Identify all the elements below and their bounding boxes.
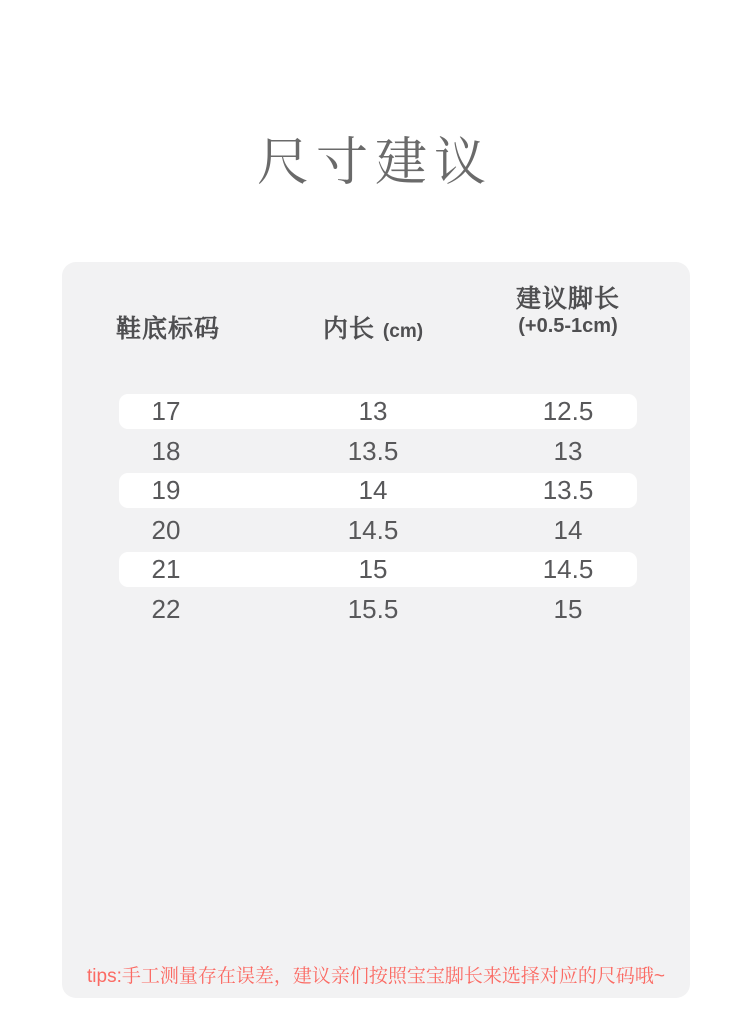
cell-foot-length: 13 <box>553 435 583 466</box>
cell-sole-size: 19 <box>151 475 181 505</box>
cell-inner-length: 14.5 <box>347 514 399 545</box>
column-header-foot-length <box>516 286 620 340</box>
column-header-inner-length <box>323 309 423 345</box>
column-header-foot-length-unit: (+0.5-1cm) <box>518 315 618 337</box>
cell-inner-length: 13 <box>358 396 388 426</box>
table-row <box>119 592 637 627</box>
cell-inner-length: 15 <box>358 554 388 584</box>
table-row <box>119 473 637 508</box>
column-header-sole-size <box>116 309 220 345</box>
table-body <box>119 394 637 627</box>
column-header-inner-length-unit: (cm) <box>382 321 424 342</box>
cell-sole-size: 17 <box>151 396 181 426</box>
column-header-foot-length-label: 建议脚长 <box>515 285 621 313</box>
cell-foot-length: 14.5 <box>542 554 594 584</box>
cell-sole-size: 22 <box>151 593 181 624</box>
cell-sole-size: 18 <box>151 435 181 466</box>
cell-foot-length: 15 <box>553 593 583 624</box>
cell-inner-length: 15.5 <box>347 593 399 624</box>
cell-foot-length: 14 <box>553 514 583 545</box>
cell-inner-length: 14 <box>358 475 388 505</box>
table-header <box>62 262 690 394</box>
table-row <box>119 434 637 469</box>
measurement-tips-text: tips:手工测量存在误差，建议亲们按照宝宝脚长来选择对应的尺码哦~ <box>87 966 665 987</box>
cell-sole-size: 21 <box>151 554 181 584</box>
cell-foot-length: 12.5 <box>542 396 594 426</box>
table-row <box>119 394 637 429</box>
cell-sole-size: 20 <box>151 514 181 545</box>
table-row <box>119 552 637 587</box>
table-row <box>119 513 637 548</box>
column-header-inner-length-label: 内长 <box>322 315 375 343</box>
column-header-sole-size-label: 鞋底标码 <box>115 315 221 343</box>
size-chart-card <box>62 262 690 998</box>
cell-inner-length: 13.5 <box>347 435 399 466</box>
page-title: 尺寸建议 <box>256 134 493 192</box>
cell-foot-length: 13.5 <box>542 475 594 505</box>
